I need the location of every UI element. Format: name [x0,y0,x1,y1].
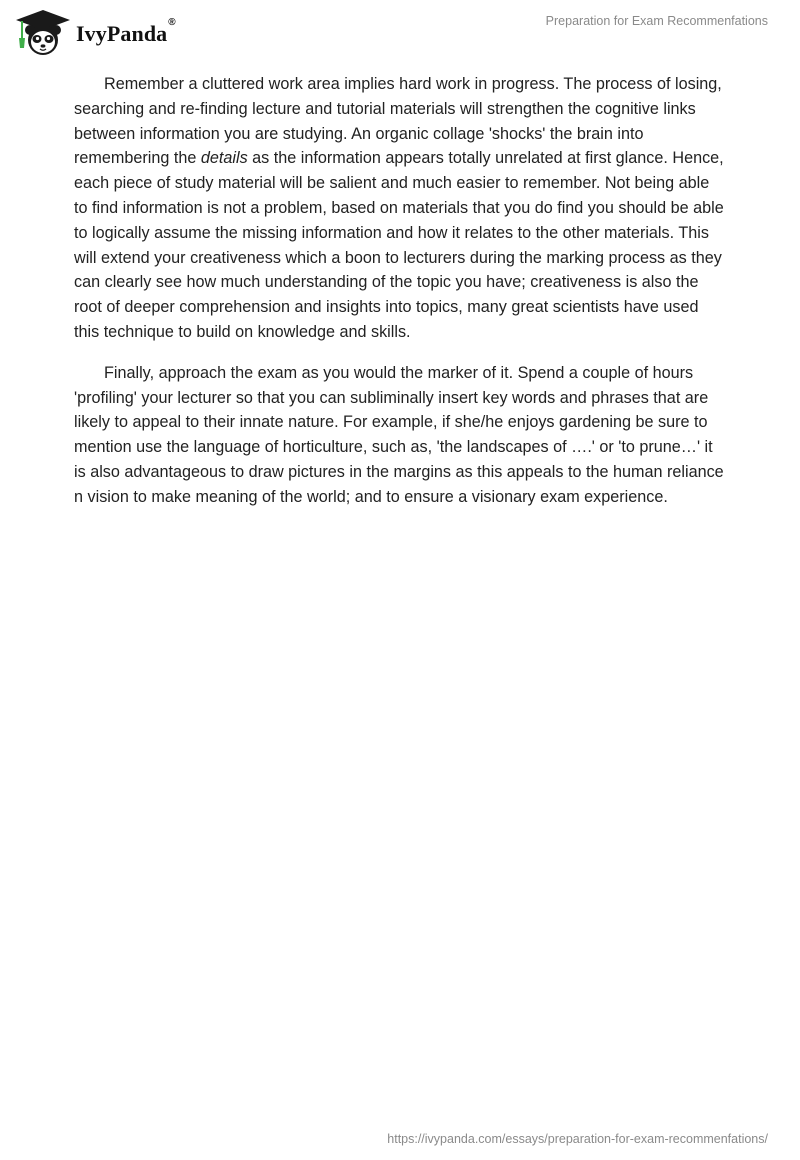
document-title: Preparation for Exam Recommenfations [545,14,768,28]
logo-wordmark [76,17,176,47]
paragraph-1-part-a: Remember a cluttered work area implies hard work in progress. The process of losing, searching and re-finding lecture and tutorial materials will strengthen the cognitive links between information you are studying. An organic collage 'shocks' the brain into remembering the [74,75,722,168]
footer-source-url[interactable]: https://ivypanda.com/essays/preparation-for-exam-recommenfations/ [387,1132,768,1146]
panda-graduate-icon [14,8,72,58]
logo-text: IvyPanda [76,21,168,46]
paragraph-1-emphasis: details [200,149,248,168]
paragraph-2: Finally, approach the exam as you would the marker of it. Spend a couple of hours 'profiling' your lecturer so that you can subliminally insert key words and phrases that are likely to appeal to their innate nature. For example, if she/he enjoys gardening be sure to mention use the language of horticulture, such as, 'the landscapes of ….' or 'to prune…' it is also advantageous to draw pictures in the margins as this appeals to the human reliance n vision to make meaning of the world; and to ensure a visionary exam experience. [74,363,724,506]
paragraph-1-part-b: as the information appears totally unrelated at first glance. Hence, each piece of study material will be salient and much easier to remember. Not being able to find information is not a problem, based on materials that you do find you should be able to logically assume the missing information and how it relates to the other materials. This will extend your creativeness which a boon to lecturers during the marking process as they can clearly see how much understanding of the topic you have; creativeness is also the root of deeper comprehension and insights into topics, many great scientists have used this technique to build on knowledge and skills. [74,149,724,341]
ivypanda-logo[interactable] [14,8,176,58]
registered-mark: ® [168,17,176,28]
essay-body [74,72,724,526]
page-header [0,0,800,64]
paragraph-1 [74,72,724,345]
